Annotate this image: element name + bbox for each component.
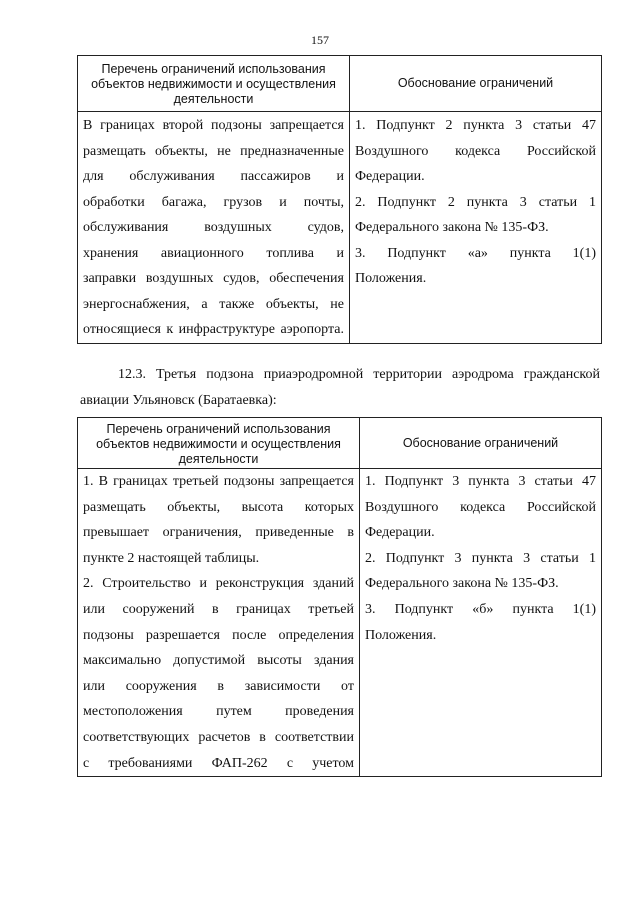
- restrictions-cell: [78, 469, 360, 777]
- table-header-row: [78, 418, 602, 469]
- justification-cell: [360, 469, 602, 777]
- text-line: В границах второй подзоны запрещается: [83, 118, 344, 133]
- text-line: 2. Строительство и реконструкция зданий: [83, 576, 354, 592]
- table-row: [78, 469, 602, 777]
- text-line: максимально допустимой высоты здания: [83, 653, 354, 669]
- text-line: размещать объекты, высота которых: [83, 499, 354, 515]
- text-line: местоположения путем проведения: [83, 704, 354, 720]
- text-line: хранения авиационного топлива и: [83, 245, 344, 261]
- text-line: 1. В границах третьей подзоны запрещается: [83, 474, 354, 489]
- section-line-1: 12.3. Третья подзона приаэродромной территории аэродрома гражданской: [118, 367, 600, 382]
- restrictions-table-2: [77, 417, 602, 777]
- text-line: пункте 2 настоящей таблицы.: [83, 550, 260, 566]
- table-row: [78, 112, 602, 344]
- text-line: энергоснабжения, а также объекты, не: [83, 296, 344, 312]
- text-line: Федерации.: [355, 169, 425, 184]
- text-line: Федерации.: [365, 525, 435, 541]
- text-line: 2. Подпункт 2 пункта 3 статьи 1: [355, 194, 596, 210]
- table-header-row: [78, 56, 602, 112]
- text-line: для обслуживания пассажиров и: [83, 169, 344, 184]
- text-line: заправки воздушных судов, обеспечения: [83, 271, 344, 286]
- justification-cell: [350, 112, 602, 344]
- header-justification: Обоснование ограничений: [360, 418, 602, 469]
- section-line-2: авиации Ульяновск (Баратаевка):: [80, 393, 277, 408]
- text-line: обработки багажа, грузов и почты,: [83, 194, 344, 210]
- text-line: Воздушного кодекса Российской: [365, 499, 596, 515]
- text-line: обслуживания воздушных судов,: [83, 220, 344, 235]
- header-restrictions-list: Перечень ограничений использования объектов недвижимости и осуществления деятельности: [78, 56, 350, 112]
- text-line: 3. Подпункт «б» пункта 1(1): [365, 601, 596, 617]
- text-line: превышает ограничения, приведенные в: [83, 525, 354, 541]
- text-line: 1. Подпункт 2 пункта 3 статьи 47: [355, 118, 596, 133]
- text-line: размещать объекты, не предназначенные: [83, 143, 344, 159]
- text-line: или сооружений в границах третьей: [83, 601, 354, 617]
- section-heading: [80, 361, 600, 413]
- header-restrictions-list: Перечень ограничений использования объектов недвижимости и осуществления деятельности: [78, 418, 360, 469]
- text-line: Федерального закона № 135-ФЗ.: [365, 576, 559, 592]
- text-line: Федерального закона № 135-ФЗ.: [355, 220, 549, 235]
- page-number: 157: [311, 33, 329, 47]
- text-line: Положения.: [355, 271, 427, 286]
- text-line: относящиеся к инфраструктуре аэропорта.: [83, 322, 344, 337]
- text-line: 3. Подпункт «а» пункта 1(1): [355, 245, 596, 261]
- restrictions-cell: [78, 112, 350, 344]
- text-line: Положения.: [365, 627, 437, 643]
- header-justification: Обоснование ограничений: [350, 56, 602, 112]
- text-line: соответствующих расчетов в соответствии: [83, 729, 354, 745]
- text-line: или сооружения в зависимости от: [83, 678, 354, 694]
- text-line: подзоны разрешается после определения: [83, 627, 354, 643]
- text-line: 2. Подпункт 3 пункта 3 статьи 1: [365, 550, 596, 566]
- text-line: с требованиями ФАП-262 с учетом: [83, 755, 354, 771]
- restrictions-table-1: [77, 55, 602, 344]
- text-line: 1. Подпункт 3 пункта 3 статьи 47: [365, 474, 596, 489]
- text-line: Воздушного кодекса Российской: [355, 143, 596, 159]
